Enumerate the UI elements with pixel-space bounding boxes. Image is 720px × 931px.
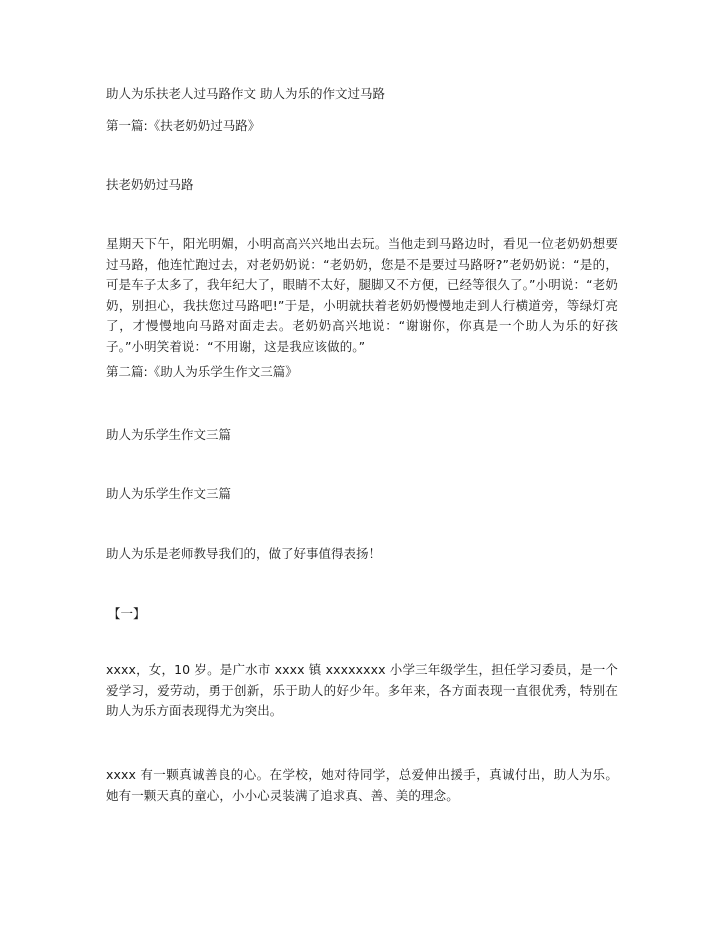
paragraph-b: xxxx 有一颗真诚善良的心。在学校，她对待同学，总爱伸出援手，真诚付出，助人为乐。她有一颗天真的童心，小小心灵装满了追求真、善、美的理念。 [106,767,618,803]
section1-heading: 第一篇:《扶老奶奶过马路》 [106,118,261,133]
section2-subtitle-b: 助人为乐学生作文三篇 [106,486,232,501]
section1-subtitle: 扶老奶奶过马路 [106,177,194,192]
section1-paragraph: 星期天下午，阳光明媚，小明高高兴兴地出去玩。当他走到马路边时，看见一位老奶奶想要过马路，他连忙跑过去，对老奶奶说：“老奶奶，您是不是要过马路呀?”老奶奶说：“是的，可是车子太多了，我年纪大了，眼睛不太好，腿脚又不方便，已经等很久了。”小明说：“老奶奶，别担心，我扶您过马路吧!”于是，小明就扶着老奶奶慢慢地走到人行横道旁，等绿灯亮了，才慢慢地向马路对面走去。老奶奶高兴地说：“谢谢你，你真是一个助人为乐的好孩子。”小明笑着说：“不用谢，这是我应该做的。” [106,236,618,354]
section2-heading: 第二篇:《助人为乐学生作文三篇》 [106,364,298,379]
part-marker: 【一】 [108,606,146,621]
document-title: 助人为乐扶老人过马路作文 助人为乐的作文过马路 [106,86,385,101]
section2-subtitle-a: 助人为乐学生作文三篇 [106,427,232,442]
section2-intro: 助人为乐是老师教导我们的，做了好事值得表扬！ [106,546,382,561]
paragraph-a: xxxx，女，10 岁。是广水市 xxxx 镇 xxxxxxxx 小学三年级学生，担任学习委员，是一个爱学习，爱劳动，勇于创新，乐于助人的好少年。多年来，各方面表现一直很优秀，特别在助人为乐方面表现得尤为突出。 [106,662,618,718]
